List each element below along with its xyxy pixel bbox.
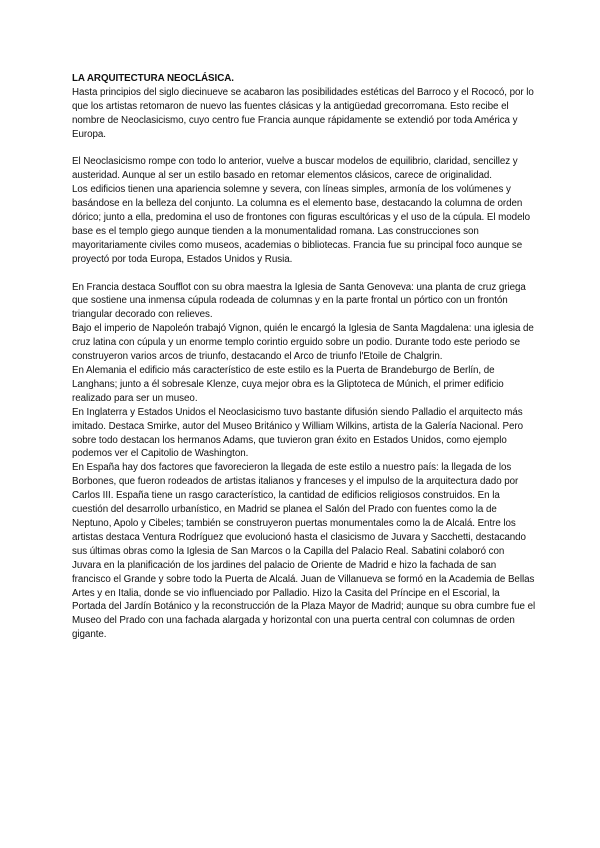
paragraph-spacer (72, 142, 536, 156)
paragraph-spacer (72, 267, 536, 281)
paragraph-characteristics: El Neoclasicismo rompe con todo lo anterior, vuelve a buscar modelos de equilibrio, claridad, sencillez y austeridad. Aunque al ser un estilo basado en retomar elementos clásicos, carece de originalidad. (72, 156, 518, 182)
paragraph-spain: En España hay dos factores que favorecieron la llegada de este estilo a nuestro país: la llegada de los Borbones, que fueron rodeados de artistas italianos y franceses y el impulso de la arquitectura dado por Carlos III. España tiene un rasgo característico, la cantidad de edificios religiosos construidos. En la cuestión del desarrollo urbanístico, en Madrid se planea el Salón del Prado con fuentes como la de Neptuno, Apolo y Cibeles; también se construyeron puertas monumentales como la de Alcalá. Entre los artistas destaca Ventura Rodríguez que evolucionó hasta el clasicismo de Juvara y Sacchetti, destacando sus últimas obras como la Iglesia de San Marcos o la Capilla del Palacio Real. Sabatini colaboró con Juvara en la planificación de los jardines del palacio de Oriente de Madrid e hizo la fachada de san francisco el Grande y sobre todo la Puerta de Alcalá. Juan de Villanueva se formó en la Academia de Bellas Artes y en Italia, donde se vio influenciado por Palladio. Hizo la Casita del Príncipe en el Escorial, la Portada del Jardín Botánico y la reconstrucción de la Plaza Mayor de Madrid; aunque su obra cumbre fue el Museo del Prado con una fachada alargada y horizontal con una puerta central con columnas de orden gigante. (72, 462, 536, 641)
paragraph-england-usa: En Inglaterra y Estados Unidos el Neoclasicismo tuvo bastante difusión siendo Palladio el arquitecto más imitado. Destaca Smirke, autor del Museo Británico y William Wilkins, artista de la Galería Nacional. Pero sobre todo destacan los hermanos Adams, que tuvieron gran éxito en Estados Unidos, como ejemplo podemos ver el Capitolio de Washington. (72, 406, 523, 460)
paragraph-napoleon: Bajo el imperio de Napoleón trabajó Vignon, quién le encargó la Iglesia de Santa Magdalena: una iglesia de cruz latina con cúpula y un enorme templo corintio erguido sobre un podio. Durante todo este periodo se construyeron varios arcos de triunfo, destacando el Arco de triunfo l'Etoile de Chalgrin. (72, 323, 534, 363)
document-body (72, 72, 536, 642)
document-title: LA ARQUITECTURA NEOCLÁSICA. (72, 73, 234, 84)
paragraph-france: En Francia destaca Soufflot con su obra maestra la Iglesia de Santa Genoveva: una planta de cruz griega que sostiene una inmensa cúpula rodeada de columnas y en la parte frontal un pórtico con un frontón triangular decorado con relieves. (72, 281, 526, 321)
paragraph-intro: Hasta principios del siglo diecinueve se acabaron las posibilidades estéticas del Barroco y el Rococó, por lo que los artistas retomaron de nuevo las fuentes clásicas y la antigüedad grecorromana. Esto recibe el nombre de Neoclasicismo, cuyo centro fue Francia aunque rápidamente se extendió por toda América y Europa. (72, 86, 534, 140)
paragraph-germany: En Alemania el edificio más característico de este estilo es la Puerta de Brandeburgo de Berlín, de Langhans; junto a él sobresale Klenze, cuya mejor obra es la Gliptoteca de Múnich, el primer edificio realizado para ser un museo. (72, 365, 504, 404)
paragraph-buildings: Los edificios tienen una apariencia solemne y severa, con líneas simples, armonía de los volúmenes y basándose en la belleza del conjunto. La columna es el elemento base, destacando la columna de orden dórico; junto a ella, predomina el uso de frontones con figuras escultóricas y el uso de la cúpula. El modelo base es el templo giego aunque tienden a la monumentalidad romana. Las construcciones son mayoritariamente civiles como museos, academias o bibliotecas. Francia fue su principal foco aunque se proyectó por toda Europa, Estados Unidos y Rusia. (72, 184, 530, 265)
